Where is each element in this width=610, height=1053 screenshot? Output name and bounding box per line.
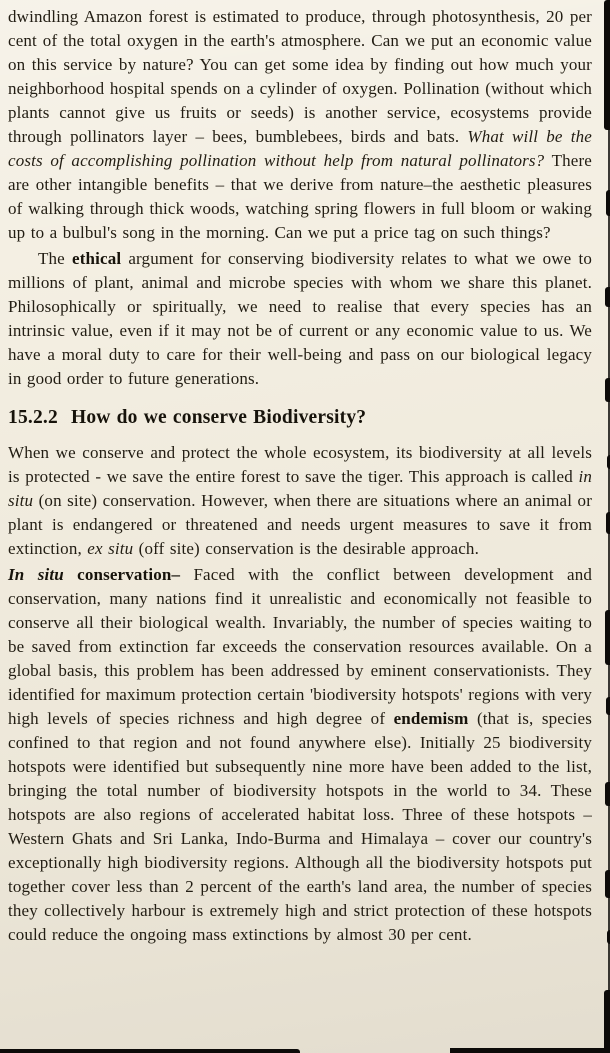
paragraph bbox=[8, 563, 592, 947]
italic-phrase: ex situ bbox=[87, 539, 134, 558]
section-heading bbox=[8, 405, 592, 430]
text-segment: There are other intangible benefits – that we derive from nature–the aesthetic pleasures of walking through thick woods, watching spring flowers in full bloom or waking up to a bulbul's song in the morning. Can we put a price tag on such things? bbox=[8, 151, 593, 242]
paragraph bbox=[8, 441, 592, 561]
section-title: How do we conserve Biodiversity? bbox=[70, 407, 367, 428]
scan-edge-mark bbox=[605, 287, 610, 307]
key-term: In situ bbox=[8, 565, 64, 584]
scan-edge-mark bbox=[605, 610, 610, 665]
text-segment: The bbox=[38, 249, 73, 268]
key-term: conservation– bbox=[63, 565, 194, 584]
paragraph bbox=[8, 247, 592, 391]
page-text bbox=[8, 5, 592, 949]
text-segment: Faced with the conflict between development and conservation, many nations find it unrealistic and economically not feasible to conserve all their biological wealth. Invariably, the number of species waiting to be saved from extinction far exceeds the conservation resources available. On a global basis, this problem has been addressed by eminent conservationists. They identified for maximum protection certain 'biodiversity hotspots' regions with very high levels of species richness and high degree of bbox=[8, 565, 593, 728]
section-number: 15.2.2 bbox=[8, 407, 58, 428]
scan-edge-mark bbox=[604, 990, 610, 1053]
scan-edge-mark bbox=[606, 697, 610, 715]
text-segment: (that is, species confined to that region and not found anywhere else). Initially 25 biodiversity hotspots were identified but subsequently nine more have been added to the list, bringing the total number of biodiversity hotspots in the world to 34. These hotspots are also regions of accelerated habitat loss. Three of these hotspots – Western Ghats and Sri Lanka, Indo-Burma and Himalaya – cover our country's exceptionally high biodiversity regions. Although all the biodiversity hotspots put together cover less than 2 percent of the earth's land area, the number of species they collectively harbour is extremely high and strict protection of these hotspots could reduce the ongoing mass extinctions by almost 30 per cent. bbox=[8, 709, 592, 944]
italic-phrase: in situ bbox=[8, 467, 592, 510]
text-segment: argument for conserving biodiversity relates to what we owe to millions of plant, animal and microbe species with whom we share this planet. Philosophically or spiritually, we need to realise that every species has an intrinsic value, even if it may not be of current or any economic value to us. We have a moral duty to care for their well-being and pass on our biological legacy in good order to future generations. bbox=[8, 249, 592, 388]
scan-edge-mark bbox=[605, 870, 610, 898]
scan-edge-mark bbox=[605, 378, 610, 402]
text-segment: (on site) conservation. However, when there are situations where an animal or plant is endangered or threatened and needs urgent measures to save it from extinction, bbox=[8, 491, 592, 558]
text-segment: When we conserve and protect the whole ecosystem, its biodiversity at all levels is protected - we save the entire forest to save the tiger. This approach is called bbox=[8, 443, 592, 486]
italic-phrase: What will be the costs of accomplishing pollination without help from natural pollinators? bbox=[8, 127, 592, 170]
scan-edge-artifact bbox=[0, 1049, 300, 1053]
text-segment: (off site) conservation is the desirable approach. bbox=[133, 539, 479, 558]
key-term: endemism bbox=[393, 709, 469, 728]
paragraph bbox=[8, 5, 592, 245]
text-segment: dwindling Amazon forest is estimated to produce, through photosynthesis, 20 per cent of the total oxygen in the earth's atmosphere. Can we put an economic value on this service by nature? You can get some idea by finding out how much your neighborhood hospital spends on a cylinder of oxygen. Pollination (without which plants cannot give us fruits or seeds) is another service, ecosystems provide through pollinators layer – bees, bumblebees, birds and bats. bbox=[8, 7, 592, 146]
scan-edge-mark bbox=[606, 512, 610, 534]
scan-edge-mark bbox=[605, 782, 610, 806]
scan-edge-artifact bbox=[450, 1048, 610, 1053]
scan-edge-mark bbox=[604, 0, 610, 130]
key-term: ethical bbox=[72, 249, 122, 268]
scan-edge-mark bbox=[606, 190, 610, 216]
